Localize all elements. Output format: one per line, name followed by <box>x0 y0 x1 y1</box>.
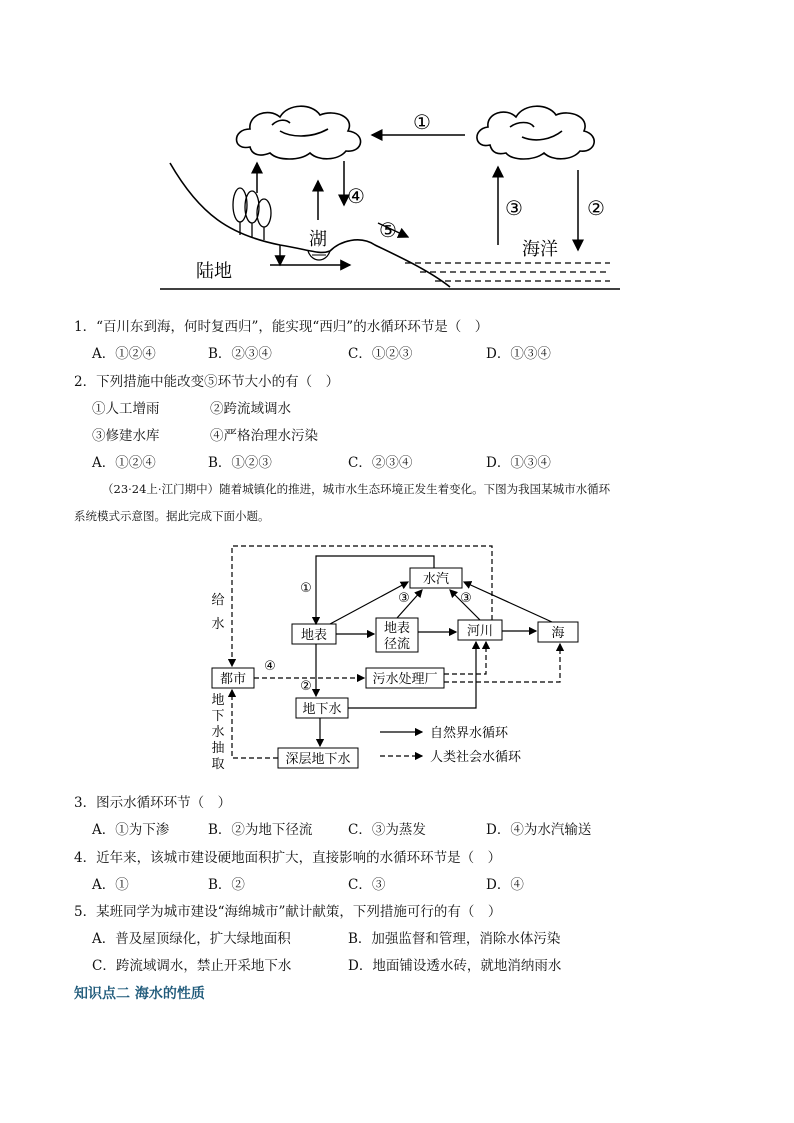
label-ocean: 海洋 <box>522 239 558 260</box>
q4-stem: 4．近年来，该城市建设硬地面积扩大，直接影响的水循环环节是（ ） <box>74 850 502 866</box>
node-sewage: 污水处理厂 <box>372 672 438 687</box>
intro-line-2: 系统模式示意图。据此完成下面小题。 <box>74 509 270 523</box>
side-label-give-1: 给 <box>211 593 225 608</box>
q3-option-a[interactable]: A．①为下渗 <box>92 822 170 838</box>
q2-option-b[interactable]: B．①②③ <box>208 455 272 471</box>
q5-option-a[interactable]: A．普及屋顶绿化，扩大绿地面积 <box>92 931 291 947</box>
label-n1: ① <box>300 581 312 596</box>
q3-option-d[interactable]: D．④为水汽输送 <box>486 822 592 838</box>
q2-item-2: ②跨流域调水 <box>210 401 291 417</box>
q1-option-c[interactable]: C．①②③ <box>348 346 413 362</box>
legend-human: 人类社会水循环 <box>430 750 522 765</box>
node-vapor: 水汽 <box>422 572 450 587</box>
q3-stem: 3．图示水循环环节（ ） <box>74 795 232 811</box>
label-land: 陆地 <box>196 261 232 282</box>
q5-option-b[interactable]: B．加强监督和管理，消除水体污染 <box>348 931 561 947</box>
q5-option-d[interactable]: D．地面铺设透水砖，就地消纳雨水 <box>348 958 562 974</box>
q2-option-a[interactable]: A．①②④ <box>92 455 156 471</box>
label-n3: ③ <box>505 196 523 220</box>
intro-line-1: （23·24上·江门期中）随着城镇化的推进，城市水生态环境正发生着变化。下图为我国某城市水循环 <box>102 482 611 496</box>
q2-stem: 2．下列措施中能改变⑤环节大小的有（ ） <box>74 374 340 390</box>
node-groundwater: 地下水 <box>302 702 342 717</box>
legend-natural: 自然界水循环 <box>430 726 509 741</box>
urban-water-cycle-figure <box>200 540 600 775</box>
cloud-left-icon <box>237 106 361 159</box>
q1-option-d[interactable]: D．①③④ <box>486 346 551 362</box>
node-runoff-1: 地表 <box>383 621 411 636</box>
q1-option-a[interactable]: A．①②④ <box>92 346 156 362</box>
q5-stem: 5．某班同学为城市建设“海绵城市”献计献策，下列措施可行的有（ ） <box>74 904 502 920</box>
label-n3b: ③ <box>460 591 472 606</box>
q4-option-d[interactable]: D．④ <box>486 877 524 893</box>
label-n4: ④ <box>347 184 365 208</box>
label-n2: ② <box>587 196 605 220</box>
q1-option-b[interactable]: B．②③④ <box>208 346 272 362</box>
label-n5: ⑤ <box>379 218 397 242</box>
q2-item-1: ①人工增雨 <box>92 401 160 417</box>
label-n3a: ③ <box>398 591 410 606</box>
q2-item-3: ③修建水库 <box>92 428 160 444</box>
node-city: 都市 <box>219 672 247 687</box>
node-runoff-2: 径流 <box>383 637 411 652</box>
section-heading: 知识点二 海水的性质 <box>74 986 205 1002</box>
side-label-give-2: 水 <box>211 617 225 632</box>
q5-option-c[interactable]: C．跨流域调水，禁止开采地下水 <box>92 958 292 974</box>
q1-stem: 1．“百川东到海，何时复西归”，能实现“西归”的水循环环节是（ ） <box>74 319 489 335</box>
label-n1: ① <box>413 110 431 134</box>
side-label-pump-5: 取 <box>211 757 225 772</box>
label-n4: ④ <box>264 659 276 674</box>
cloud-right-icon <box>477 106 594 159</box>
q2-option-d[interactable]: D．①③④ <box>486 455 551 471</box>
q4-option-b[interactable]: B．② <box>208 877 245 893</box>
q2-item-4: ④严格治理水污染 <box>210 428 318 444</box>
side-label-pump-4: 抽 <box>211 741 225 756</box>
side-label-pump-1: 地 <box>211 693 225 708</box>
node-deep-groundwater: 深层地下水 <box>285 752 351 767</box>
water-cycle-figure <box>160 95 630 295</box>
label-n2: ② <box>300 679 312 694</box>
node-sea: 海 <box>551 626 565 641</box>
side-label-pump-2: 下 <box>211 709 225 724</box>
q3-option-b[interactable]: B．②为地下径流 <box>208 822 313 838</box>
q4-option-a[interactable]: A．① <box>92 877 129 893</box>
node-river: 河川 <box>466 624 494 639</box>
node-surface: 地表 <box>300 628 328 643</box>
q3-option-c[interactable]: C．③为蒸发 <box>348 822 426 838</box>
side-label-pump-3: 水 <box>211 725 225 740</box>
q4-option-c[interactable]: C．③ <box>348 877 386 893</box>
label-lake: 湖 <box>309 229 327 250</box>
q2-option-c[interactable]: C．②③④ <box>348 455 413 471</box>
